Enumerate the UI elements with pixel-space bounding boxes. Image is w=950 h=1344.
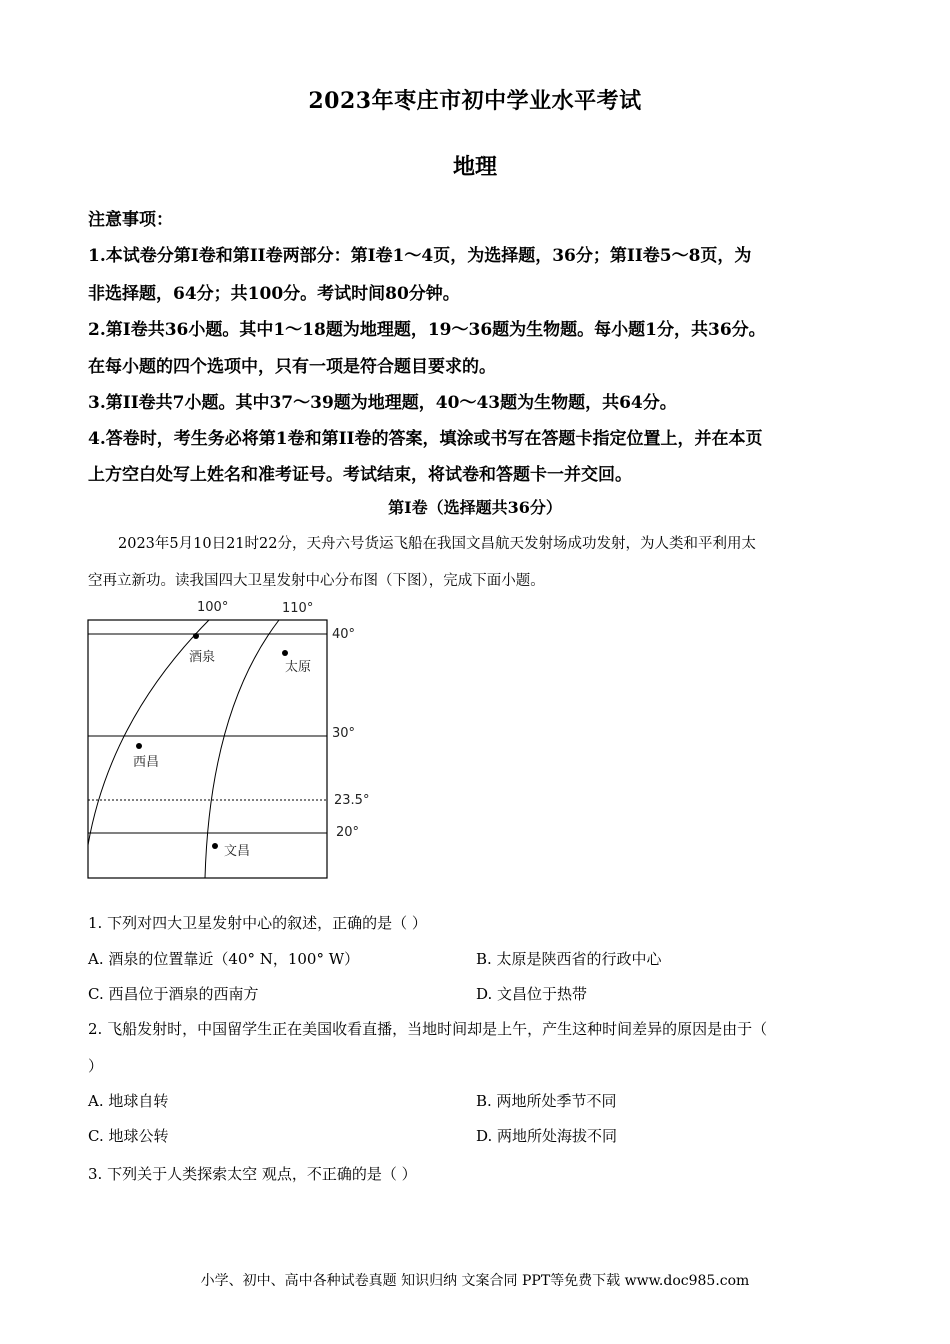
question-2-stem-line-2: ） [88, 1057, 104, 1075]
notice-item-2-line-1: 2.第I卷共36小题。其中1～18题为地理题，19～36题为生物题。每小题1分，共36分。 [88, 320, 766, 340]
question-2-option-a[interactable]: A. 地球自转 [88, 1092, 169, 1110]
lon-label-110: 110° [282, 601, 314, 616]
lat-label-40: 40° [332, 627, 356, 642]
notice-item-1-line-1: 1.本试卷分第I卷和第II卷两部分：第I卷1～4页，为选择题，36分；第II卷5～8页，为 [88, 246, 752, 266]
subject-title: 地理 [452, 154, 497, 180]
notice-heading: 注意事项： [88, 210, 173, 230]
question-1-stem: 1. 下列对四大卫星发射中心的叙述，正确的是（ ） [88, 914, 427, 932]
lat-label-30: 30° [332, 726, 356, 741]
notice-item-1-line-2: 非选择题，64分；共100分。考试时间80分钟。 [88, 284, 460, 304]
jiuquan-marker [193, 633, 199, 639]
lat-label-23-5: 23.5° [334, 793, 370, 808]
question-2-option-b[interactable]: B. 两地所处季节不同 [476, 1092, 617, 1110]
notice-item-2-line-2: 在每小题的四个选项中，只有一项是符合题目要求的。 [88, 357, 496, 377]
question-1-option-a[interactable]: A. 酒泉的位置靠近（40° N，100° W） [88, 950, 360, 968]
intro-line-2: 空再立新功。读我国四大卫星发射中心分布图（下图），完成下面小题。 [88, 573, 545, 589]
meridian-110 [205, 620, 279, 878]
question-1-option-c[interactable]: C. 西昌位于酒泉的西南方 [88, 985, 259, 1003]
question-3-stem: 3. 下列关于人类探索太空 观点，不正确的是（ ） [88, 1165, 417, 1183]
taiyuan-marker [282, 650, 288, 656]
xichang-label: 西昌 [133, 755, 160, 770]
notice-item-3: 3.第II卷共7小题。其中37～39题为地理题，40～43题为生物题，共64分。 [88, 393, 677, 413]
notice-item-4-line-2: 上方空白处写上姓名和准考证号。考试结束，将试卷和答题卡一并交回。 [88, 465, 632, 485]
taiyuan-label: 太原 [285, 660, 312, 675]
intro-line-1: 2023年5月10日21时22分，天舟六号货运飞船在我国文昌航天发射场成功发射，为人类和平利用太 [118, 536, 756, 552]
jiuquan-label: 酒泉 [189, 650, 216, 665]
exam-title: 2023年枣庄市初中学业水平考试 [308, 88, 642, 114]
xichang-marker [136, 743, 142, 749]
wenchang-marker [212, 843, 218, 849]
wenchang-label: 文昌 [224, 844, 251, 859]
lon-label-100: 100° [197, 600, 229, 615]
question-2-option-d[interactable]: D. 两地所处海拔不同 [476, 1127, 618, 1145]
question-2-stem-line-1: 2. 飞船发射时，中国留学生正在美国收看直播，当地时间却是上午，产生这种时间差异的原因是由于（ [88, 1020, 768, 1038]
section-title: 第I卷（选择题共36分） [388, 498, 562, 517]
launch-center-map [60, 590, 390, 885]
question-2-option-c[interactable]: C. 地球公转 [88, 1127, 169, 1145]
question-1-option-b[interactable]: B. 太原是陕西省的行政中心 [476, 950, 662, 968]
page-footer: 小学、初中、高中各种试卷真题 知识归纳 文案合同 PPT等免费下载 www.doc985.com [200, 1273, 750, 1289]
lat-label-20: 20° [336, 825, 360, 840]
question-1-option-d[interactable]: D. 文昌位于热带 [476, 985, 588, 1003]
notice-item-4-line-1: 4.答卷时，考生务必将第1卷和第II卷的答案，填涂或书写在答题卡指定位置上，并在本页 [88, 429, 763, 449]
